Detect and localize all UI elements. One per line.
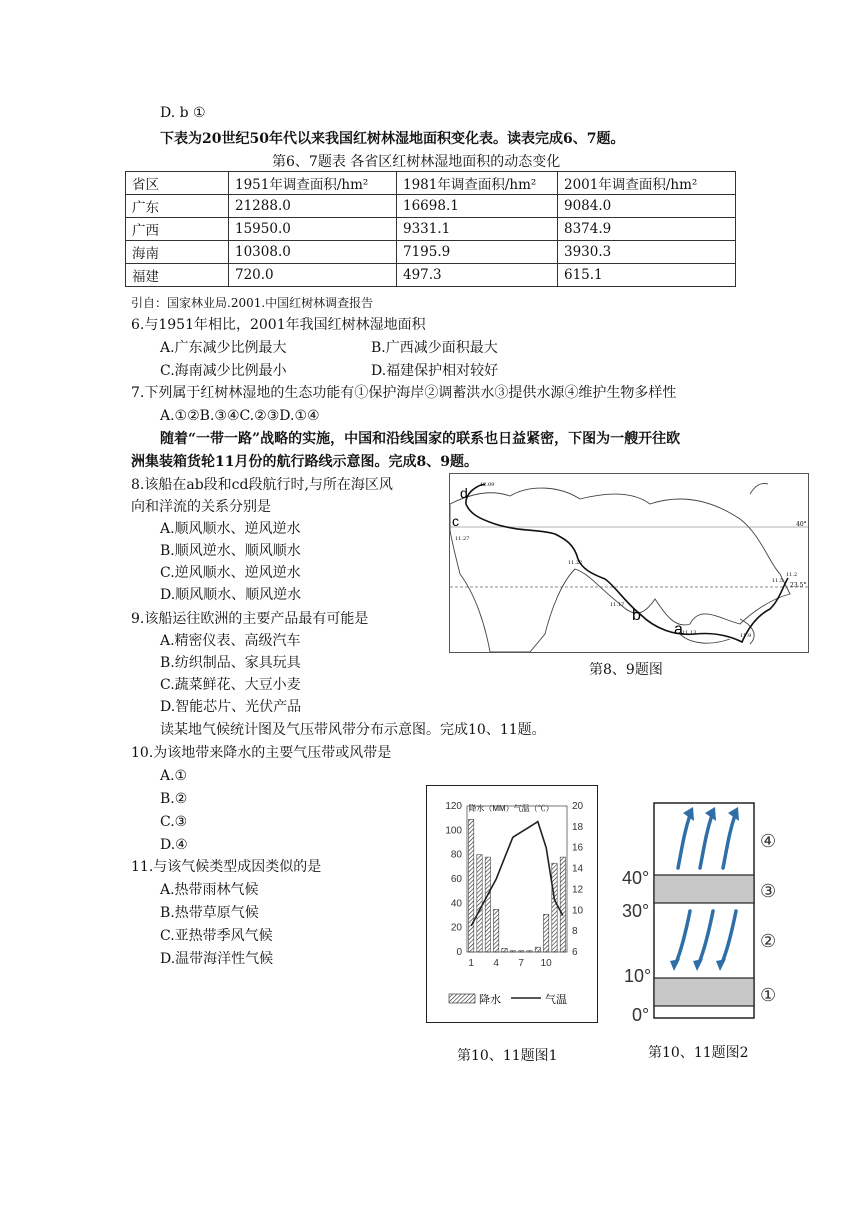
lat-40: 40° — [622, 868, 650, 888]
island-outline — [750, 483, 768, 494]
map-label-c: c — [452, 513, 459, 529]
intro-10-11: 读某地气候统计图及气压带风带分布示意图。完成10、11题。 — [160, 722, 546, 738]
q11-option-b: B.热带草原气候 — [160, 905, 259, 921]
chart2-caption: 第10、11题图2 — [648, 1045, 749, 1061]
q6-stem: 6.与1951年相比，2001年我国红树林湿地面积 — [131, 317, 426, 333]
lat-30: 30° — [622, 901, 650, 921]
table-cell: 615.1 — [558, 264, 736, 287]
table-header: 省区 — [126, 172, 229, 195]
precip-bar — [535, 947, 540, 952]
y-left-tick: 120 — [445, 801, 462, 812]
table-cell: 497.3 — [397, 264, 558, 287]
y-right-tick: 20 — [572, 801, 584, 812]
y-left-tick: 40 — [450, 898, 462, 910]
route-map-svg — [450, 474, 808, 652]
route-date: 11.13 — [682, 630, 697, 636]
y-left-tick: 20 — [450, 922, 462, 934]
y-left-tick: 0 — [456, 947, 462, 958]
pressure-belt-diagram — [620, 793, 790, 1023]
pressure-belt-svg — [620, 793, 790, 1023]
table-cell: 8374.9 — [558, 218, 736, 241]
table-cell: 9331.1 — [397, 218, 558, 241]
pressure-belt-3 — [654, 875, 754, 903]
q9-option-b: B.纺织制品、家具玩具 — [160, 655, 301, 671]
mangrove-table — [125, 171, 736, 287]
y-left-tick: 80 — [450, 849, 462, 861]
table-cell: 7195.9 — [397, 241, 558, 264]
y-right-tick: 16 — [572, 842, 584, 854]
y-right-tick: 8 — [572, 926, 578, 938]
table-cell: 21288.0 — [229, 195, 397, 218]
q8-option-c: C.逆风顺水、逆风逆水 — [160, 565, 301, 581]
map-label-b: b — [632, 607, 641, 624]
precip-bar — [477, 855, 482, 952]
precip-bar — [519, 951, 524, 952]
q9-stem: 9.该船运往欧洲的主要产品最有可能是 — [131, 611, 369, 627]
q8-stem-line1: 8.该船在ab段和cd段航行时,与所在海区风 — [131, 477, 393, 493]
q11-option-a: A.热带雨林气候 — [160, 882, 259, 898]
route-date: 11.27 — [455, 536, 470, 542]
y-left-tick: 60 — [450, 874, 462, 885]
shipping-route — [466, 484, 788, 642]
route-date: 11.2 — [786, 572, 798, 578]
table-row — [126, 264, 736, 287]
route-date: 11.5 — [772, 578, 784, 584]
table-cell: 720.0 — [229, 264, 397, 287]
q10-option-c: C.③ — [160, 814, 188, 830]
belt-label-3: ③ — [760, 881, 777, 901]
q7-stem: 7.下列属于红树林湿地的生态功能有①保护海岸②调蓄洪水③提供水源④维护生物多样性 — [131, 385, 677, 401]
belt-label-4: ④ — [760, 831, 777, 851]
y-left-tick: 100 — [445, 825, 462, 837]
q10-option-a: A.① — [160, 768, 188, 784]
table-header: 2001年调查面积/hm² — [558, 172, 736, 195]
table-cell: 海南 — [126, 241, 229, 264]
y-right-tick: 10 — [572, 905, 584, 917]
climate-chart — [426, 785, 598, 1023]
table-cell: 福建 — [126, 264, 229, 287]
belt-label-1: ① — [760, 985, 777, 1005]
map-label-a: a — [674, 621, 683, 638]
precip-bar — [485, 857, 490, 952]
lat-0: 0° — [632, 1005, 650, 1023]
prev-option-text: D. b ① — [160, 105, 206, 121]
x-tick: 1 — [468, 958, 474, 969]
legend-temp-label: 气温 — [545, 994, 567, 1006]
q11-option-c: C.亚热带季风气候 — [160, 928, 273, 944]
belt-label-2: ② — [760, 931, 777, 951]
legend-precip-label: 降水 — [479, 994, 501, 1006]
precip-bar — [552, 863, 557, 952]
q9-option-c: C.蔬菜鲜花、大豆小麦 — [160, 677, 301, 693]
q11-stem: 11.与该气候类型成因类似的是 — [131, 859, 322, 875]
table-row — [126, 195, 736, 218]
q11-option-d: D.温带海洋性气候 — [160, 951, 274, 967]
q6-option-a: A.广东减少比例最大 — [160, 340, 287, 356]
table-row — [126, 241, 736, 264]
y-right-tick: 14 — [572, 863, 584, 875]
map-caption: 第8、9题图 — [589, 662, 663, 678]
q8-option-b: B.顺风逆水、顺风顺水 — [160, 543, 301, 559]
route-date: 11.17 — [610, 602, 625, 608]
precip-bar — [502, 948, 507, 952]
table-cell: 9084.0 — [558, 195, 736, 218]
q10-option-b: B.② — [160, 791, 188, 807]
x-tick: 10 — [540, 958, 552, 969]
table-cell: 广东 — [126, 195, 229, 218]
q6-option-b: B.广西减少面积最大 — [371, 340, 498, 356]
table-title: 第6、7题表 各省区红树林湿地面积的动态变化 — [272, 154, 561, 170]
legend-precip-swatch — [449, 994, 475, 1003]
intro-6-7: 下表为20世纪50年代以来我国红树林湿地面积变化表。读表完成6、7题。 — [160, 131, 625, 147]
table-cell: 广西 — [126, 218, 229, 241]
precip-bars — [469, 819, 566, 952]
table-row — [126, 218, 736, 241]
q10-option-d: D.④ — [160, 837, 188, 853]
lat-label-40: 40° — [796, 521, 807, 528]
precip-bar — [544, 914, 549, 952]
table-source: 引自：国家林业局.2001.中国红树林调查报告 — [131, 296, 374, 310]
y-right-tick: 12 — [572, 884, 584, 896]
coastline — [450, 488, 790, 652]
pressure-belt-1 — [654, 978, 754, 1006]
table-cell: 10308.0 — [229, 241, 397, 264]
lat-10: 10° — [624, 966, 652, 986]
intro-8-9-line2: 洲集装箱货轮11月份的航行路线示意图。完成8、9题。 — [131, 454, 478, 470]
shipping-route-map — [449, 473, 809, 653]
table-header-row — [126, 172, 736, 195]
table-cell: 3930.3 — [558, 241, 736, 264]
precip-bar — [469, 819, 474, 952]
y-right-tick: 6 — [572, 947, 578, 958]
route-date: 11.22 — [568, 560, 583, 566]
table-header: 1981年调查面积/hm² — [397, 172, 558, 195]
chart-title: 降水（MM）气温（℃） — [468, 804, 554, 813]
precip-bar — [510, 951, 515, 952]
precip-bar — [494, 909, 499, 952]
precip-bar — [560, 857, 565, 952]
x-tick: 7 — [518, 958, 524, 969]
route-date: 12.09 — [480, 482, 495, 488]
q8-option-a: A.顺风顺水、逆风逆水 — [160, 521, 301, 537]
table-cell: 16698.1 — [397, 195, 558, 218]
precip-bar — [527, 951, 532, 952]
q9-option-d: D.智能芯片、光伏产品 — [160, 699, 302, 715]
y-right-tick: 18 — [572, 821, 584, 833]
lat-label-23: 23.5° — [790, 582, 807, 589]
map-label-d: d — [460, 485, 468, 501]
route-date: 11.9 — [740, 633, 752, 639]
q9-option-a: A.精密仪表、高级汽车 — [160, 633, 301, 649]
x-tick: 4 — [493, 958, 499, 969]
intro-8-9-line1: 随着“一带一路”战略的实施，中国和沿线国家的联系也日益紧密，下图为一艘开往欧 — [160, 431, 681, 447]
q6-option-d: D.福建保护相对较好 — [371, 363, 499, 379]
q7-options: A.①②B.③④C.②③D.①④ — [160, 408, 320, 424]
climate-chart-svg — [427, 786, 597, 1022]
q10-stem: 10.为该地带来降水的主要气压带或风带是 — [131, 745, 392, 761]
table-header: 1951年调查面积/hm² — [229, 172, 397, 195]
q8-option-d: D.顺风顺水、顺风逆水 — [160, 587, 302, 603]
chart1-caption: 第10、11题图1 — [457, 1048, 558, 1064]
q6-option-c: C.海南减少比例最小 — [160, 363, 287, 379]
table-cell: 15950.0 — [229, 218, 397, 241]
q8-stem-line2: 向和洋流的关系分别是 — [131, 499, 271, 515]
